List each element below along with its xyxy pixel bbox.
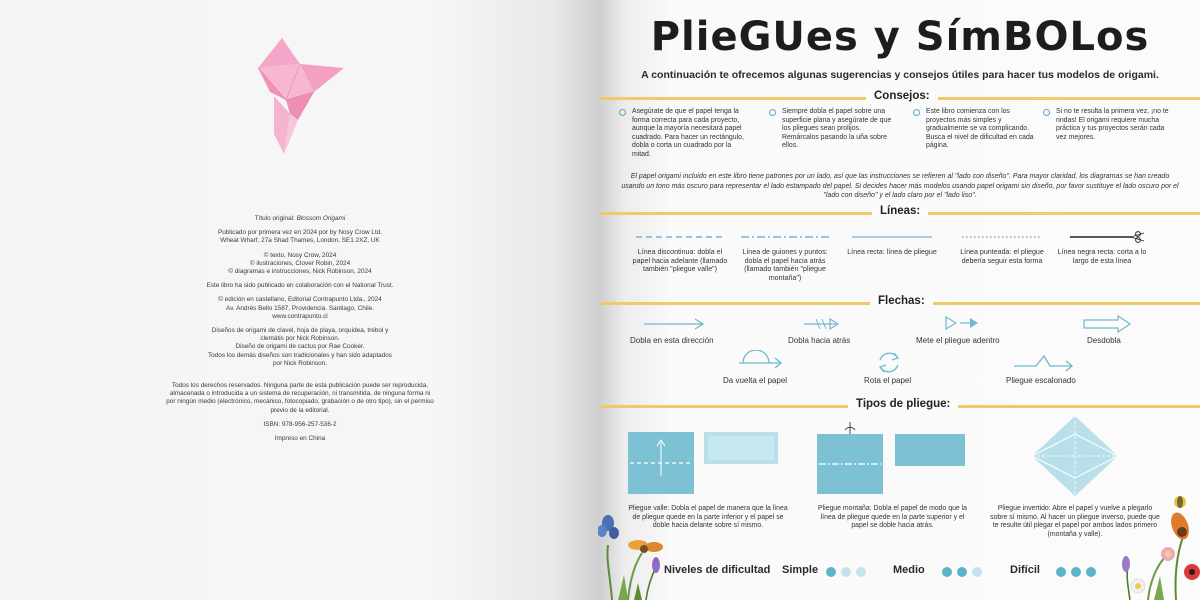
isbn: ISBN: 978-956-257-536-2: [263, 420, 337, 428]
line-type-cut: [1052, 230, 1152, 265]
line-type-solid: [842, 230, 942, 257]
paper-note: El papel origami incluido en este libro tiene patrones por un lado, así que las instrucciones se refieren al "lado con diseño". Para mayor claridad, los diagramas se han creado usando un tono más oscuro para representar el lado estampado del papel. Si decides hacer más modelos usando papel origami sin diseño, por favor sustituye el lado oscuro por el "lado con diseño" y el lado claro por el "lado liso".: [621, 173, 1179, 199]
line-type-dotted: [952, 230, 1052, 265]
arrow-label: Da vuelta el papel: [723, 376, 788, 385]
line-type-label: Línea de guiones y puntos: dobla el papel hacia atrás (llamado también "pliegue montaña"): [742, 248, 828, 282]
rights-line: previo de la editorial.: [270, 406, 330, 414]
line-type-dash-dot: [735, 230, 835, 282]
tip-text: Asegúrate de que el papel tenga la forma correcta para cada proyecto, aunque la mayoría necesitará papel cuadrado. Para hacer un rectángulo, dobla o corta un cuadrado por la mitad.: [632, 108, 744, 158]
difficulty-dot: [972, 567, 982, 577]
copyright-illustrations: © ilustraciones, Clover Robin, 2024: [249, 259, 351, 267]
fold-type-mountain: Pliegue montaña: Dobla el papel de modo que la línea de pliegue quede en la parte superior y el papel se doble hacia atrás.: [817, 505, 968, 530]
publisher-line: Publicado por primera vez en 2024 por by Nosy Crow Ltd.: [217, 229, 383, 237]
fold-type-reverse: Pliegue invertido: Abre el papel y vuelve a plegarlo sobre sí mismo. Al hacer un pliegue inverso, puede que te resulte útil plegar el papel por ambos lados primero (montaña y valle).: [990, 505, 1160, 538]
original-title-line: [140, 215, 460, 223]
collaboration-note: Este libro ha sido publicado en colaboración con el National Trust.: [206, 282, 394, 290]
difficulty-level-medium: Medio: [893, 564, 925, 576]
valley-fold-diagram: [628, 432, 780, 496]
fold-arrow-icon: [640, 316, 710, 332]
copyright-text: © texto, Nosy Crow, 2024: [263, 251, 337, 259]
tuck-in-arrow-icon: [940, 314, 990, 332]
tip-item: [1043, 108, 1169, 142]
tip-item: [619, 108, 745, 160]
rights-line: por ningún medio (electrónico, mecánico, fotocopiado, grabación o de otro tipo), sin el permiso: [166, 398, 434, 406]
section-heading-tips: Consejos:: [866, 90, 938, 102]
section-heading-lines: Líneas:: [872, 205, 928, 217]
difficulty-dot: [1071, 567, 1081, 577]
copyright-block: [140, 252, 460, 277]
difficulty-dot: [957, 567, 967, 577]
difficulty-dot: [841, 567, 851, 577]
reverse-fold-diagram: [1030, 414, 1120, 498]
page-intro: A continuación te ofrecemos algunas sugerencias y consejos útiles para hacer tus modelos de origami.: [641, 69, 1159, 81]
difficulty-dot: [1086, 567, 1096, 577]
mountain-fold-diagram: [815, 420, 967, 496]
original-title: Blossom Origami: [296, 215, 346, 222]
bullet-circle-icon: [1043, 109, 1050, 116]
solid-line-icon: [842, 230, 942, 244]
dashed-line-icon: [630, 230, 730, 244]
tip-text: Si no te resulta la primera vez, ¡no te rindas! El origami requiere mucha práctica y tus proyectos serán cada vez mejores.: [1056, 108, 1169, 141]
page-title: PlieGUes y SímBOLos: [650, 14, 1150, 60]
step-fold-icon: [1010, 352, 1080, 374]
difficulty-dot: [826, 567, 836, 577]
rights-line: almacenada o introducida a un sistema de recuperación, ni transmitida, de ninguna forma ni: [169, 390, 431, 398]
line-type-label: Línea recta: línea de pliegue: [847, 248, 937, 256]
dash-dot-line-icon: [735, 230, 835, 244]
tip-text: Siempre dobla el papel sobre una superficie plana y asegúrate de que los pliegues sean prolijos. Remárcalos pasando la uña sobre ellos.: [782, 108, 892, 150]
scissors-cut-line-icon: [1052, 230, 1152, 244]
publisher-block: [140, 229, 460, 245]
difficulty-dot: [856, 567, 866, 577]
unfold-arrow-icon: [1080, 314, 1134, 334]
arrow-label: Rota el papel: [864, 376, 912, 385]
tip-text: Este libro comienza con los proyectos más simples y gradualmente se va complicando. Busca el nivel de dificultad en cada página.: [926, 108, 1034, 150]
dotted-line-icon: [952, 230, 1052, 244]
line-type-label: Línea punteada: el pliegue debería seguir esta forma: [960, 248, 1044, 265]
printed-in: Impreso en China: [274, 435, 326, 443]
difficulty-level-simple: Simple: [782, 564, 819, 576]
line-type-label: Línea negra recta: corta a lo largo de esta línea: [1057, 248, 1147, 265]
difficulty-dot: [942, 567, 952, 577]
turn-over-arrow-icon: [737, 350, 785, 376]
designs-line: Diseño de origami de cactus por Rae Cooker.: [235, 343, 365, 351]
arrow-label: Mete el pliegue adentro: [916, 336, 1000, 345]
colophon: [140, 215, 460, 449]
arrow-label: Dobla en esta dirección: [630, 336, 714, 345]
edition-block: [140, 296, 460, 321]
tip-item: [769, 108, 895, 151]
rights-line: Todos los derechos reservados. Ninguna parte de esta publicación puede ser reproducida,: [171, 382, 429, 390]
edition-line: © edición en castellano, Editorial Contrapunto Ltda., 2024: [218, 296, 382, 304]
wildflowers-left-image: [598, 505, 666, 600]
bullet-circle-icon: [913, 109, 920, 116]
fold-type-valley: Pliegue valle: Dobla el papel de manera que la línea de pliegue quede en la parte inferior y el papel se doble hacia delante sobre sí mismo.: [628, 505, 788, 530]
wildflowers-right-image: [1108, 490, 1200, 600]
bullet-circle-icon: [769, 109, 776, 116]
fold-behind-arrow-icon: [800, 316, 844, 332]
bullet-circle-icon: [619, 109, 626, 116]
rights-block: [140, 382, 460, 415]
section-heading-fold-types: Tipos de pliegue:: [848, 398, 958, 410]
copyright-diagrams: © diagramas e instrucciones, Nick Robinson, 2024: [228, 268, 372, 276]
section-heading-arrows: Flechas:: [870, 295, 933, 307]
difficulty-label: Niveles de dificultad: [664, 564, 771, 576]
arrow-label: Pliegue escalonado: [1006, 376, 1076, 385]
arrow-label: Dobla hacia atrás: [788, 336, 851, 345]
line-type-label: Línea discontinua: dobla el papel hacia adelante (llamado también "pliegue valle"): [632, 248, 728, 274]
difficulty-dot: [1056, 567, 1066, 577]
edition-address: Av. Andrés Bello 1587, Providencia. Santiago, Chile.: [226, 304, 374, 312]
designs-block: [140, 327, 460, 368]
publisher-address: Wheat Wharf, 27a Shad Thames, London, SE1 2XZ, UK: [220, 237, 380, 245]
designs-line: Diseños de origami de clavel, hoja de playa, orquídea, trébol y: [211, 327, 389, 335]
tip-item: [913, 108, 1039, 151]
difficulty-level-hard: Difícil: [1010, 564, 1040, 576]
edition-website: www.contrapunto.cl: [272, 312, 328, 320]
pink-origami-flower-image: [248, 34, 348, 156]
arrow-label: Desdobla: [1087, 336, 1121, 345]
designs-line: por Nick Robinson.: [273, 359, 327, 367]
original-title-prefix: Título original:: [254, 215, 297, 222]
rotate-arrow-icon: [872, 348, 906, 376]
line-type-dashed: [630, 230, 730, 274]
designs-line: Todos los demás diseños son tradicionales y han sido adaptados: [207, 351, 393, 359]
designs-line: clemátis por Nick Robinson.: [260, 335, 340, 343]
